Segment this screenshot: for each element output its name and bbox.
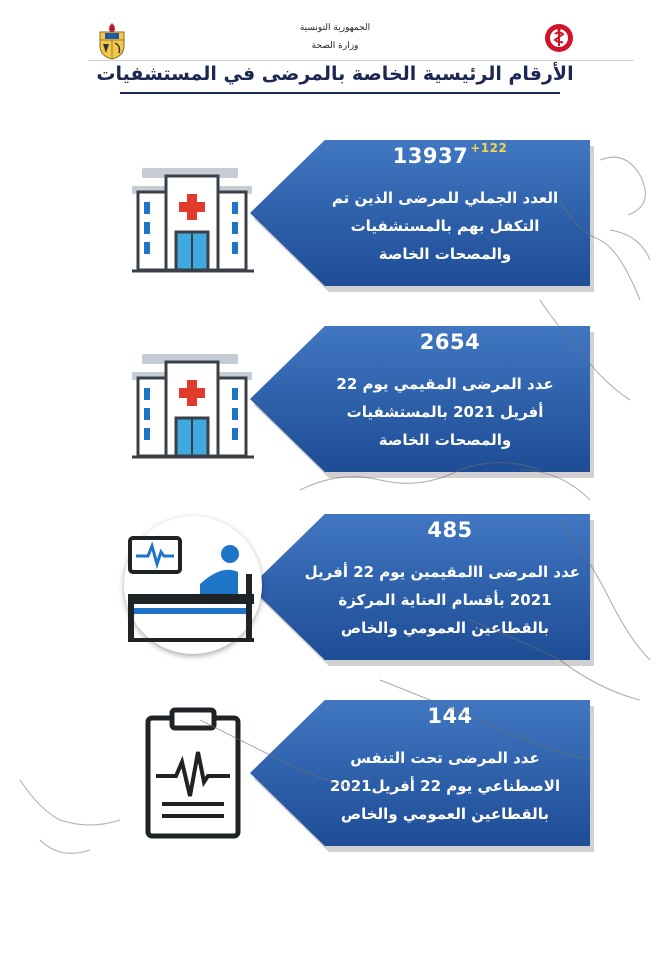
page-header [0,0,670,62]
stat-number: 485 [427,518,473,542]
stat-card-total-patients [120,140,590,286]
stat-description-line: الاصطناعي يوم 22 أفريل2021 [329,777,561,795]
title-underline [120,92,560,94]
hospital-building-icon [120,326,266,472]
stat-description-line: والمصحات الخاصة [378,431,512,449]
stat-description-line: بالقطاعين العمومي والخاص [340,619,550,637]
stat-description-line: عدد المرضى المقيمي يوم 22 [336,375,554,393]
stat-number [320,141,580,168]
ministry-line-1: الجمهورية التونسية [299,23,371,33]
header-divider [88,60,634,61]
icu-patient-bed-icon [120,514,266,660]
stat-description-line: العدد الجملي للمرضى الذين تم [331,189,559,207]
stat-card-admitted-patients [120,326,590,472]
stat-description-line: بالقطاعين العمومي والخاص [340,805,550,823]
stat-description-line: والمصحات الخاصة [378,245,512,263]
stat-number: 2654 [419,330,481,354]
stat-card-icu-patients [120,514,590,660]
medical-clipboard-heartbeat-icon [120,700,266,846]
page-title: الأرقام الرئيسية الخاصة بالمرضى في المستشفيات [96,63,574,85]
stat-description [310,370,580,454]
hospital-building-icon [120,140,266,286]
stat-description-line: عدد المرضى االمقيمين يوم 22 أفريل [304,563,580,581]
stat-card-ventilated-patients [120,700,590,846]
stat-description [310,184,580,268]
stat-description [310,744,580,828]
stat-description-line: عدد المرضى تحت التنفس [350,749,540,767]
stat-description [304,558,580,642]
stat-description-line: 2021 بأقسام العناية المركزة [338,591,552,609]
stat-description-line: أفريل 2021 بالمستشفيات [346,403,544,421]
ministry-of-health-logo-icon [544,22,574,54]
stat-number: 144 [427,704,473,728]
stat-increase: +122 [470,141,508,155]
stat-number-value: 13937 [392,144,469,168]
stat-description-line: التكفل بهم بالمستشفيات [350,217,540,235]
ministry-line-2: وزارة الصحة [311,41,359,51]
